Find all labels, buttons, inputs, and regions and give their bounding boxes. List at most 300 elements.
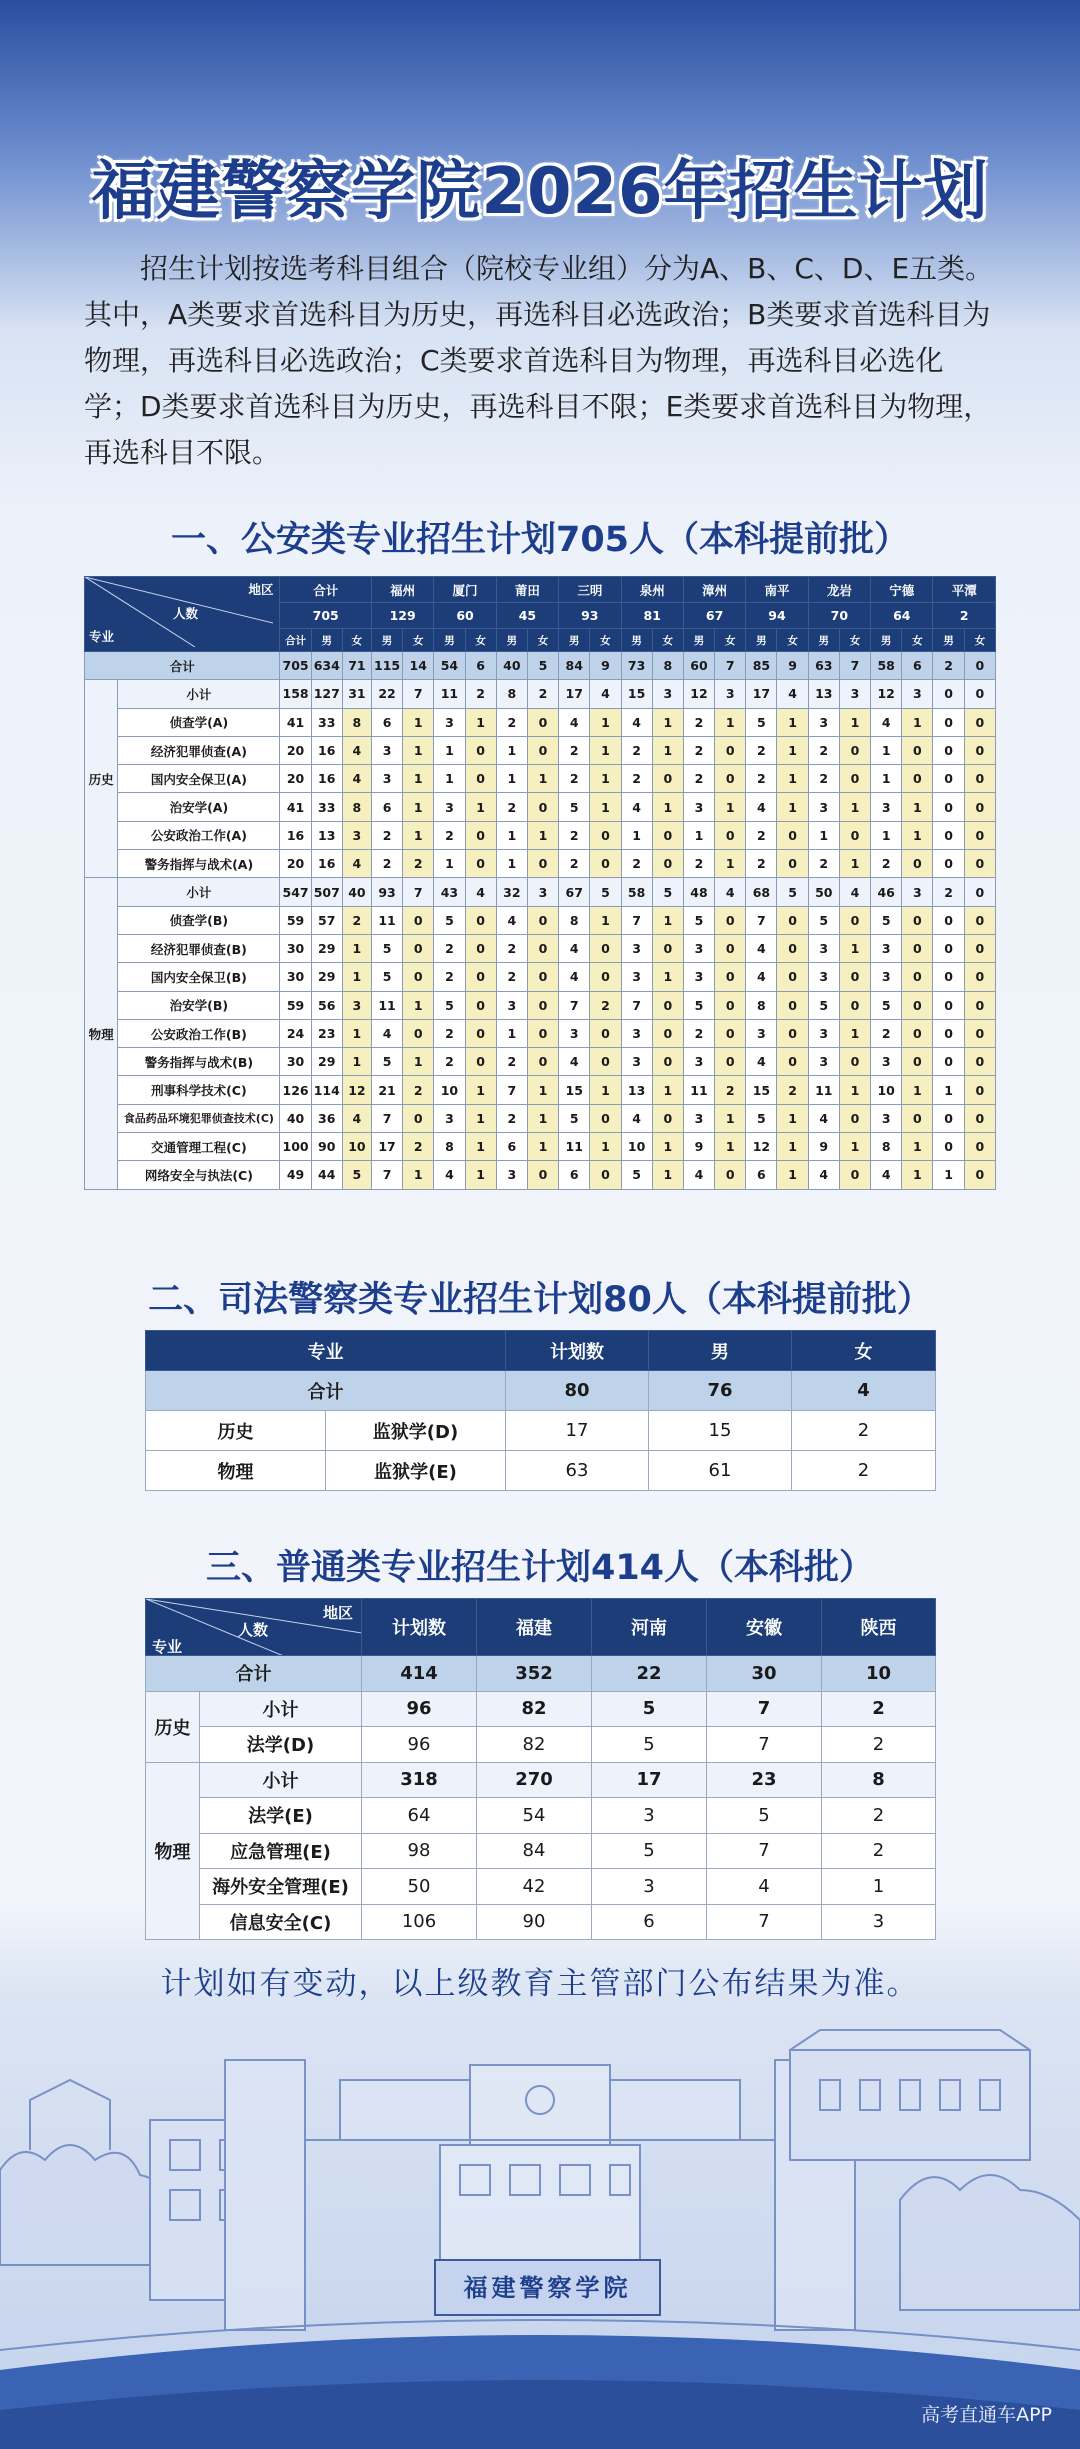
value-cell: 0 [465,906,496,934]
value-cell: 0 [964,934,995,962]
major-label: 食品药品环境犯罪侦查技术(C) [118,1104,280,1132]
value-cell: 0 [465,991,496,1019]
value-cell: 2 [621,765,652,793]
value-cell: 126 [280,1076,311,1104]
value-cell: 0 [964,1104,995,1132]
col-male: 男 [311,629,342,652]
value-cell: 54 [477,1798,592,1834]
value-cell: 67 [559,878,590,906]
value-cell: 3 [559,1019,590,1047]
footer-note: 计划如有变动，以上级教育主管部门公布结果为准。 [160,1966,920,2002]
value-cell: 0 [777,934,808,962]
value-cell: 1 [342,963,371,991]
value-cell: 3 [371,765,402,793]
value-cell: 20 [280,850,311,878]
value-cell: 3 [808,1019,839,1047]
value-cell: 5 [652,878,683,906]
value-cell: 60 [683,652,714,680]
value-cell: 5 [746,708,777,736]
value-cell: 4 [777,680,808,708]
value-cell: 10 [822,1656,936,1692]
value-cell: 16 [311,765,342,793]
value-cell: 0 [777,821,808,849]
value-cell: 4 [465,878,496,906]
value-cell: 7 [621,906,652,934]
value-cell: 1 [434,765,465,793]
value-cell: 5 [592,1833,707,1869]
section3-heading: 三、普通类专业招生计划414人（本科批） [205,1548,875,1588]
value-cell: 414 [362,1656,477,1692]
value-cell: 0 [465,1048,496,1076]
value-cell: 7 [496,1076,527,1104]
value-cell: 3 [434,1104,465,1132]
value-cell: 0 [652,1048,683,1076]
value-cell: 7 [371,1161,402,1189]
value-cell: 1 [465,793,496,821]
value-cell: 1 [527,1104,558,1132]
value-cell: 0 [964,878,995,906]
value-cell: 2 [496,963,527,991]
value-cell: 0 [652,821,683,849]
value-cell: 7 [715,652,746,680]
value-cell: 114 [311,1076,342,1104]
value-cell: 10 [434,1076,465,1104]
value-cell: 1 [871,821,902,849]
value-cell: 3 [342,821,371,849]
value-cell: 2 [403,850,434,878]
value-cell: 0 [527,793,558,821]
major-label: 公安政治工作(A) [118,821,280,849]
value-cell: 1 [403,736,434,764]
value-cell: 8 [342,793,371,821]
value-cell: 2 [683,850,714,878]
value-cell: 4 [871,1161,902,1189]
value-cell: 1 [527,1076,558,1104]
major-label: 警务指挥与战术(A) [118,850,280,878]
value-cell: 1 [777,708,808,736]
value-cell: 41 [280,793,311,821]
value-cell: 57 [311,906,342,934]
value-cell: 0 [777,1048,808,1076]
value-cell: 106 [362,1904,477,1940]
value-cell: 0 [652,765,683,793]
police-plan-table [84,576,996,1190]
value-cell: 58 [871,652,902,680]
value-cell: 0 [403,1104,434,1132]
region-header: 漳州 [683,577,745,603]
major-label: 国内安全保卫(B) [118,963,280,991]
value-cell: 54 [434,652,465,680]
value-cell: 3 [715,680,746,708]
value-cell: 0 [964,850,995,878]
value-cell: 4 [839,878,870,906]
value-cell: 0 [465,850,496,878]
region-total: 45 [496,603,558,629]
value-cell: 85 [746,652,777,680]
value-cell: 2 [683,765,714,793]
value-cell: 0 [839,765,870,793]
value-cell: 1 [652,708,683,736]
region-total: 70 [808,603,870,629]
value-cell: 8 [746,991,777,1019]
value-cell: 29 [311,963,342,991]
value-cell: 0 [902,906,933,934]
col-male: 男 [933,629,964,652]
value-cell: 0 [933,1133,964,1161]
value-cell: 17 [592,1762,707,1798]
value-cell: 0 [933,736,964,764]
value-cell: 2 [808,736,839,764]
value-cell: 0 [715,991,746,1019]
value-cell: 2 [527,680,558,708]
col-female: 女 [465,629,496,652]
value-cell: 0 [839,906,870,934]
header-male: 男 [649,1331,792,1371]
value-cell: 1 [871,736,902,764]
value-cell: 2 [371,850,402,878]
value-cell: 7 [403,680,434,708]
value-cell: 0 [590,963,621,991]
value-cell: 0 [590,1104,621,1132]
value-cell: 56 [311,991,342,1019]
value-cell: 0 [964,821,995,849]
value-cell: 5 [559,1104,590,1132]
major-label: 小计 [200,1762,362,1798]
value-cell: 33 [311,708,342,736]
value-cell: 3 [839,680,870,708]
value-cell: 1 [590,736,621,764]
header-female: 女 [792,1331,936,1371]
col-male: 男 [559,629,590,652]
value-cell: 9 [683,1133,714,1161]
value-cell: 1 [839,1076,870,1104]
value-cell: 0 [902,765,933,793]
value-cell: 13 [808,680,839,708]
value-cell: 90 [477,1904,592,1940]
value-cell: 3 [808,708,839,736]
col-female: 女 [652,629,683,652]
col-male: 男 [371,629,402,652]
total-label: 合计 [85,652,280,680]
value-cell: 3 [683,1104,714,1132]
value-cell: 46 [871,878,902,906]
value-cell: 5 [746,1104,777,1132]
diag-count-label: 人数 [238,1621,269,1639]
value-cell: 1 [465,1133,496,1161]
value-cell: 3 [496,1161,527,1189]
gate-sign: 福建警察学院 [463,2273,632,2302]
value-cell: 5 [371,963,402,991]
value-cell: 5 [707,1798,822,1834]
value-cell: 11 [371,906,402,934]
value-cell: 100 [280,1133,311,1161]
value-cell: 6 [746,1161,777,1189]
value-cell: 0 [933,1048,964,1076]
major-label: 经济犯罪侦查(B) [118,934,280,962]
value-cell: 1 [652,1133,683,1161]
value-cell: 23 [707,1762,822,1798]
value-cell: 21 [371,1076,402,1104]
col-total: 合计 [280,629,311,652]
region-header: 合计 [280,577,371,603]
value-cell: 0 [839,1104,870,1132]
value-cell: 0 [527,906,558,934]
diagonal-header [85,577,280,652]
value-cell: 1 [839,708,870,736]
value-cell: 96 [362,1727,477,1763]
value-cell: 0 [964,991,995,1019]
value-cell: 50 [362,1869,477,1905]
col-female: 女 [342,629,371,652]
page-title: 福建警察学院2026年招生计划 [91,155,989,229]
value-cell: 0 [715,1019,746,1047]
value-cell: 3 [592,1869,707,1905]
value-cell: 64 [362,1798,477,1834]
region-header: 三明 [559,577,621,603]
value-cell: 5 [590,878,621,906]
value-cell: 0 [590,934,621,962]
subject-group-label: 物理 [146,1762,200,1940]
value-cell: 1 [496,1019,527,1047]
value-cell: 0 [933,680,964,708]
value-cell: 4 [590,680,621,708]
value-cell: 1 [496,765,527,793]
value-cell: 0 [902,1104,933,1132]
value-cell: 1 [590,765,621,793]
value-cell: 1 [652,1161,683,1189]
value-cell: 5 [559,793,590,821]
value-cell: 71 [342,652,371,680]
value-cell: 1 [839,850,870,878]
value-cell: 9 [777,652,808,680]
value-cell: 0 [527,963,558,991]
col-female: 女 [777,629,808,652]
major-label: 法学(E) [200,1798,362,1834]
value-cell: 1 [808,821,839,849]
value-cell: 0 [777,991,808,1019]
campus-illustration [0,2020,1080,2449]
value-cell: 0 [465,963,496,991]
col-female: 女 [527,629,558,652]
value-cell: 1 [403,1161,434,1189]
value-cell: 4 [746,793,777,821]
value-cell: 4 [683,1161,714,1189]
value-cell: 59 [280,906,311,934]
total-label: 合计 [146,1371,506,1411]
value-cell: 0 [777,850,808,878]
major-label: 应急管理(E) [200,1833,362,1869]
value-cell: 17 [746,680,777,708]
value-cell: 3 [871,793,902,821]
value-cell: 5 [683,991,714,1019]
diag-region-label: 地区 [248,582,274,597]
region-header: 南平 [746,577,808,603]
value-cell: 1 [652,963,683,991]
value-cell: 3 [808,963,839,991]
col-male: 男 [746,629,777,652]
value-cell: 7 [371,1104,402,1132]
value-cell: 547 [280,878,311,906]
value-cell: 13 [621,1076,652,1104]
value-cell: 29 [311,934,342,962]
value-cell: 30 [280,963,311,991]
watermark: 高考直通车APP [921,2404,1052,2426]
value-cell: 2 [822,1833,936,1869]
value-cell: 0 [777,906,808,934]
value-cell: 5 [592,1691,707,1727]
value-cell: 5 [527,652,558,680]
major-label: 交通管理工程(C) [118,1133,280,1161]
value-cell: 0 [715,963,746,991]
col-henan: 河南 [592,1599,707,1656]
major-cell: 监狱学(E) [326,1451,506,1491]
value-cell: 0 [652,850,683,878]
value-cell: 40 [342,878,371,906]
value-cell: 2 [933,878,964,906]
value-cell: 0 [403,906,434,934]
value-cell: 1 [403,765,434,793]
value-cell: 7 [707,1727,822,1763]
intro-paragraph: 招生计划按选考科目组合（院校专业组）分为A、B、C、D、E五类。其中，A类要求首选科目为历史，再选科目必选政治；B类要求首选科目为物理，再选科目必选政治；C类要求首选科目为物理，再选科目必选化学；D类要求首选科目为历史，再选科目不限；E类要求首选科目为物理，再选科目不限。 [84,252,994,469]
value-cell: 1 [777,1104,808,1132]
value-cell: 1 [777,765,808,793]
value-cell: 1 [496,736,527,764]
value-cell: 2 [871,850,902,878]
value-cell: 0 [964,652,995,680]
region-header: 莆田 [496,577,558,603]
value-cell: 49 [280,1161,311,1189]
value-cell: 8 [652,652,683,680]
value-cell: 6 [371,708,402,736]
value-cell: 4 [559,1048,590,1076]
value-cell: 2 [496,1104,527,1132]
value-cell: 0 [964,736,995,764]
value-cell: 2 [496,708,527,736]
value-cell: 3 [592,1798,707,1834]
col-female: 女 [839,629,870,652]
col-female: 女 [902,629,933,652]
value-cell: 1 [715,1104,746,1132]
value-cell: 5 [621,1161,652,1189]
value-cell: 0 [590,1019,621,1047]
value-cell: 7 [559,991,590,1019]
value-cell: 0 [465,1019,496,1047]
value-cell: 2 [746,850,777,878]
value-cell: 10 [621,1133,652,1161]
value-cell: 0 [652,1104,683,1132]
section1-heading: 一、公安类专业招生计划705人（本科提前批） [170,520,910,560]
value-cell: 1 [403,821,434,849]
major-label: 公安政治工作(B) [118,1019,280,1047]
value-cell: 5 [871,906,902,934]
value-cell: 0 [527,736,558,764]
value-cell: 0 [902,991,933,1019]
value-cell: 4 [342,850,371,878]
major-label: 刑事科学技术(C) [118,1076,280,1104]
value-cell: 4 [342,765,371,793]
value-cell: 1 [590,906,621,934]
value-cell: 4 [496,906,527,934]
value-cell: 0 [902,850,933,878]
female-cell: 2 [792,1411,936,1451]
value-cell: 2 [465,680,496,708]
value-cell: 7 [707,1904,822,1940]
value-cell: 2 [683,1019,714,1047]
value-cell: 0 [715,765,746,793]
value-cell: 2 [808,765,839,793]
value-cell: 0 [839,1048,870,1076]
value-cell: 0 [527,934,558,962]
col-male: 男 [621,629,652,652]
value-cell: 1 [683,821,714,849]
value-cell: 3 [902,878,933,906]
value-cell: 0 [527,991,558,1019]
value-cell: 1 [590,708,621,736]
subject-group-label: 历史 [146,1691,200,1762]
value-cell: 0 [964,963,995,991]
header-major: 专业 [146,1331,506,1371]
value-cell: 0 [403,1019,434,1047]
value-cell: 0 [527,1161,558,1189]
major-label: 治安学(B) [118,991,280,1019]
value-cell: 8 [434,1133,465,1161]
col-male: 男 [871,629,902,652]
value-cell: 2 [746,821,777,849]
total-male: 76 [649,1371,792,1411]
value-cell: 59 [280,991,311,1019]
value-cell: 0 [902,736,933,764]
major-label: 国内安全保卫(A) [118,765,280,793]
value-cell: 0 [839,963,870,991]
value-cell: 17 [371,1133,402,1161]
value-cell: 6 [559,1161,590,1189]
value-cell: 0 [403,963,434,991]
value-cell: 0 [933,765,964,793]
value-cell: 1 [342,1048,371,1076]
value-cell: 5 [434,991,465,1019]
col-male: 男 [496,629,527,652]
value-cell: 29 [311,1048,342,1076]
value-cell: 2 [777,1076,808,1104]
value-cell: 48 [683,878,714,906]
value-cell: 4 [342,1104,371,1132]
value-cell: 0 [527,1019,558,1047]
value-cell: 7 [621,991,652,1019]
value-cell: 23 [311,1019,342,1047]
value-cell: 3 [342,991,371,1019]
value-cell: 4 [621,1104,652,1132]
value-cell: 2 [496,793,527,821]
value-cell: 73 [621,652,652,680]
value-cell: 4 [746,1048,777,1076]
value-cell: 1 [871,765,902,793]
value-cell: 2 [822,1798,936,1834]
value-cell: 5 [777,878,808,906]
value-cell: 0 [964,1019,995,1047]
value-cell: 0 [933,850,964,878]
subject-cell: 物理 [146,1451,326,1491]
value-cell: 1 [902,1161,933,1189]
value-cell: 1 [621,821,652,849]
value-cell: 1 [527,765,558,793]
value-cell: 3 [527,878,558,906]
value-cell: 0 [933,906,964,934]
value-cell: 1 [902,1076,933,1104]
value-cell: 0 [465,736,496,764]
value-cell: 40 [280,1104,311,1132]
subject-group-label: 历史 [85,680,118,878]
value-cell: 1 [933,1161,964,1189]
